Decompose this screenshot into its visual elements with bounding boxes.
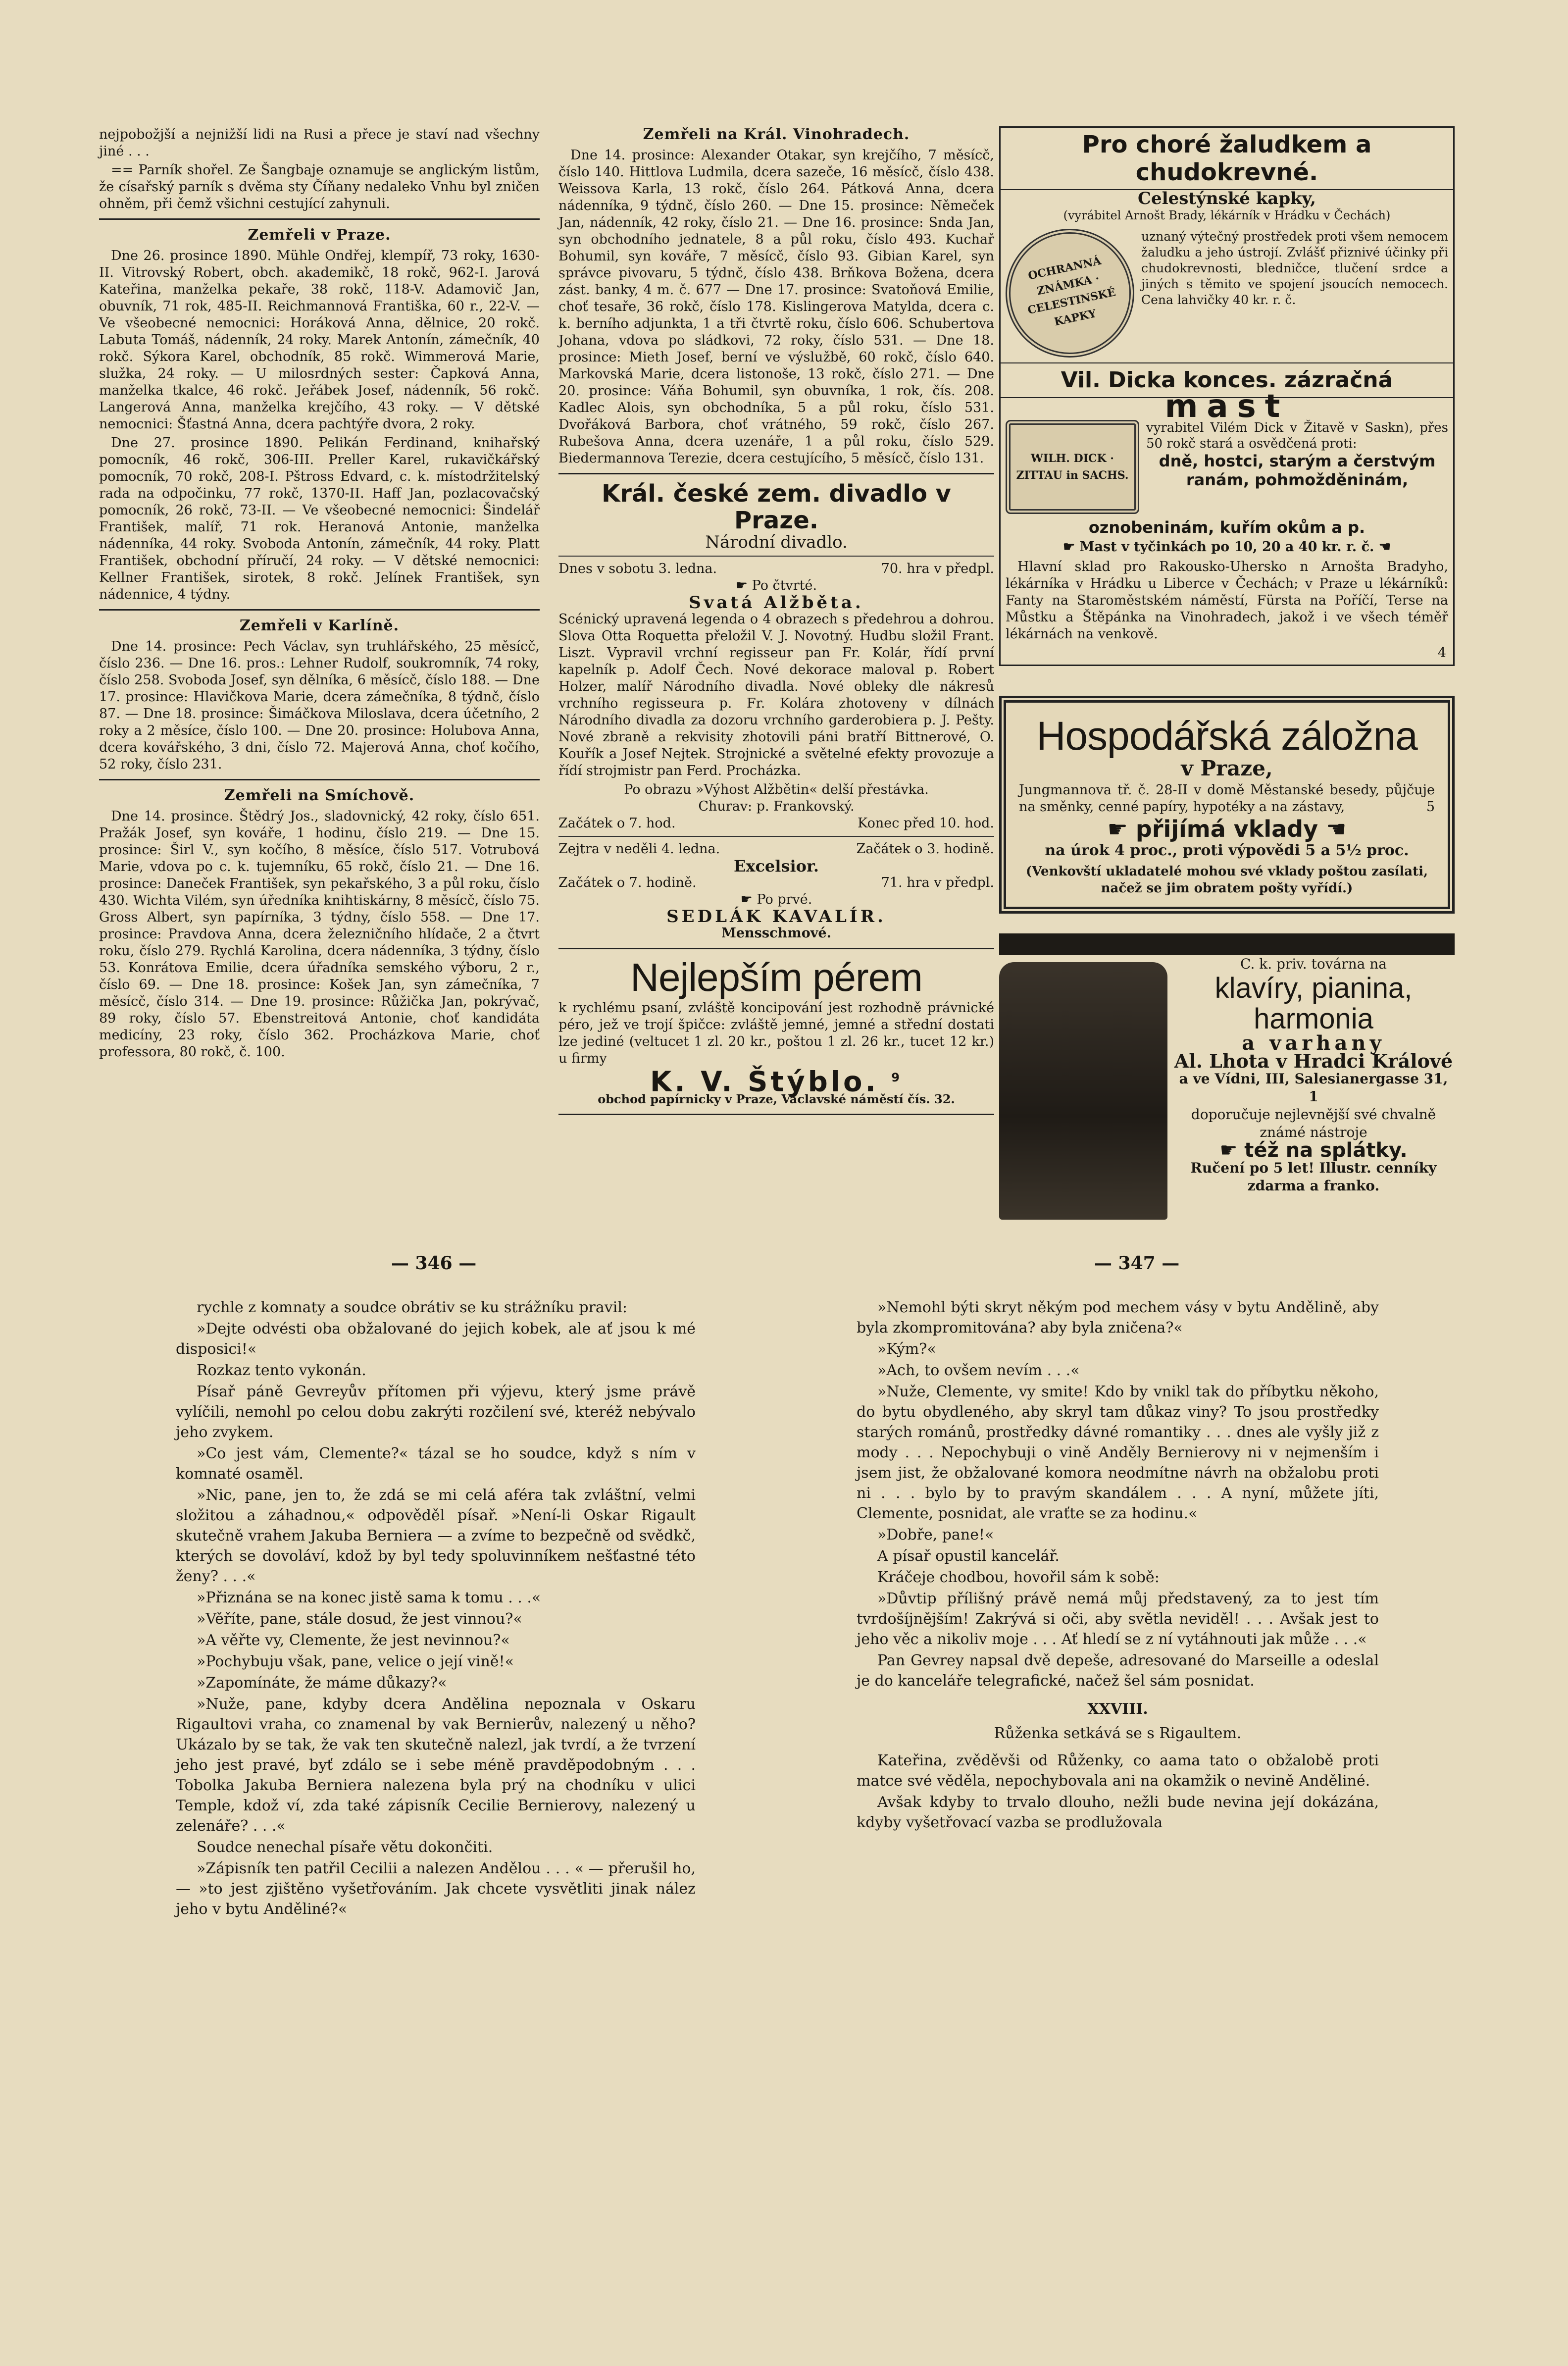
heading-smichov: Zemřeli na Smíchově.: [224, 787, 415, 804]
chapter-title: Růženka setkává se s Rigaultem.: [994, 1725, 1242, 1742]
play2-author: Mensschmové.: [721, 926, 831, 941]
ad-piano-text: [1172, 955, 1455, 1220]
column-2: [558, 126, 994, 1121]
zalozna-deposits-text: přijímá vklady: [1135, 816, 1318, 842]
novel-paragraph: »Ach, to ovšem nevím . . .«: [877, 1362, 1080, 1379]
ad-pen-title: Nejlepším pérem: [630, 955, 922, 999]
novel-paragraph: »Důvtip přílišný právě nemá můj představený, za to jest tím tvrdošíjnějším! Zakrývá si oči, aby světla neviděl! . . . Avšak jest to jeho věc a nikoliv moje . . . Ať hledí se z ní vytáhnouti jak může . . .«: [857, 1590, 1379, 1648]
ad1-maker: (vyrábitel Arnošt Brady, lékárník v Hrádku v Čechách): [1063, 208, 1391, 222]
piano-owner: Al. Lhota v Hradci Králové: [1174, 1050, 1453, 1072]
zalozna-deposits: ☛ přijímá vklady ☚: [1107, 816, 1347, 842]
novel-paragraph: Avšak kdyby to trvalo dlouho, nežli bude nevina její dokázána, kdyby vyšetřovací vazba se prodlužovala: [857, 1794, 1379, 1831]
zalozna-note: (Venkovští ukladatelé mohou své vklady poštou zasílati, načež se jim obratem pošty vyřídí.): [1025, 864, 1428, 896]
novel-paragraph: »Zápisník ten patřil Cecilii a nalezen Andělou . . . « — přerušil ho, — »to jest zjištěno vyšetřováním. Jak chcete vysvětliti jinak nález jeho v bytu Anděliné?«: [176, 1860, 696, 1918]
piano-footer: Ručení po 5 let! Illustr. cenníky zdarma a franko.: [1190, 1160, 1437, 1194]
novel-paragraph: Kráčeje chodbou, hovořil sám k sobě:: [877, 1569, 1160, 1586]
ad2-price: ☛ Mast v tyčinkách po 10, 20 a 40 kr. r. č. ☚: [1062, 539, 1391, 555]
novel-paragraph: »Přiznána se na konec jistě sama k tomu . . .«: [197, 1589, 541, 1606]
piano-firm: C. k. priv. továrna na: [1240, 956, 1387, 972]
play1-intermission: Po obrazu »Výhost Alžbětin« delší přestávka.: [624, 782, 929, 797]
ad2-heading: Vil. Dicka konces. zázračná: [1001, 362, 1453, 398]
novel-paragraph: »Co jest vám, Clemente?« tázal se ho soudce, když s ním v komnaté osaměl.: [176, 1445, 696, 1483]
novel-paragraph: rychle z komnaty a soudce obrátiv se ku strážníku pravil:: [197, 1299, 628, 1316]
harmonium-image-icon: [999, 962, 1167, 1220]
zalozna-interest: na úrok 4 proc., proti výpovědi 5 a 5½ proc.: [1045, 842, 1409, 859]
ad2-warehouse: Hlavní sklad pro Rakousko-Uhersko n Arnošta Bradyho, lékárníka v Hrádku u Liberce v Čechách; v Praze u lékárníků: Fanty na Staroměstském náměstí, Fürsta na Poříčí, Terse na Můstku a Štěpánka na Vinohradech, jakož i ve všech téměř lékárnách na venkově.: [1006, 559, 1448, 642]
ad2-uses: dně, hostci, starým a čerstvým ranám, pohmožděninám,: [1159, 452, 1436, 489]
ad2-number: 4: [1437, 645, 1446, 661]
ad-pen-brand-text: K. V. Štýblo.: [650, 1066, 879, 1098]
novel-paragraph: »Dejte odvésti oba obžalované do jejich kobek, ale ať jsou k mé disposici!«: [176, 1320, 696, 1358]
heading-karlin: Zemřeli v Karlíně.: [239, 617, 400, 634]
seal1-text: OCHRANNÁ ZNÁMKA · CELESTINSKÉ KAPKY: [1026, 254, 1117, 329]
seal2-text: WILH. DICK · ZITTAU in SACHS.: [1016, 452, 1129, 482]
play-excelsior: Excelsior.: [733, 857, 819, 875]
ad-celestine-drops: [999, 126, 1455, 666]
novel-paragraph: »Nuže, pane, kdyby dcera Andělina nepoznala v Oskaru Rigaultovi vraha, co znamenal by vak Bernierův, nalezený u něho? Ukázalo by se tak, že vak ten skutečně nalezl, jak tvrdí, a že tvrzení jeho jest pravé, byť zdálo se i sebe méně pravděpodobným . . . Tobolka Jakuba Berniera nalezena byla prý na chodníku v ulici Temple, kdož ví, zda také zápisník Cecilie Bernierovy, nalezený u zelenáře? . . .«: [176, 1696, 696, 1835]
play-svata-alzbeta: Svatá Alžběta.: [689, 593, 864, 613]
dick-trademark-icon: [1006, 420, 1139, 514]
heading-praha: Zemřeli v Praze.: [248, 226, 391, 244]
ad-pen-footer: obchod papírnicky v Praze, Václavské náměstí čís. 32.: [598, 1091, 955, 1106]
sunday-note-text: Po prvé.: [757, 892, 812, 907]
play1-times: [558, 815, 994, 832]
ad2-brand: mast: [1164, 388, 1289, 425]
column-1: [99, 126, 540, 1063]
column-3: [999, 126, 1455, 1220]
ad-pen-text: k rychlému psaní, zvláště koncipování jest rozhodně právnické péro, jež ve trojí špičce: zvláště jemné, jemné a střední dostati lze jediné (veltucet 1 zl. 20 kr., poštou 1 zl. 26 kr., tucet 12 kr.) u firmy: [558, 1000, 994, 1066]
ad1-body: [1001, 224, 1453, 362]
intro-text: nejpobožjší a nejnižší lidi na Rusi a přece je staví nad všechny jiné . . .: [99, 127, 540, 159]
novel-paragraph: Rozkaz tento vykonán.: [197, 1362, 366, 1379]
novel-paragraph: »Dobře, pane!«: [877, 1526, 994, 1543]
page-number-left: — 346 —: [391, 1253, 477, 1274]
novel-right-page: [857, 1297, 1379, 1834]
ad2-text: vyrabitel Vilém Dick v Žitavě v Saskn), přes 50 rokč stará a osvědčená proti:: [1146, 420, 1448, 451]
ad-piano-body: [999, 955, 1455, 1220]
novel-paragraph: »Věříte, pane, stále dosud, že jest vinnou?«: [197, 1610, 522, 1628]
deaths-praha-26: Dne 26. prosince 1890. Mühle Ondřej, klempíř, 73 roky, 1630-II. Vitrovský Robert, obch. akademikč, 18 rokč, 962-I. Jarová Kateřina, manželka pekaře, 38 rokč, 118-V. Adamovič Jan, obuvník, 71 rok, 485-II. Reichmannová Františka, 60 r., 22-V. — Ve všeobecné nemocnici: Horáková Anna, dělnice, 20 rokč. Labuta Tomáš, nádenník, 24 roky. Marek Antonín, zámečník, 40 rokč. Sýkora Karel, obchodník, 85 rokč. Wimmerová Marie, služka, 24 roky. — U milosrdných sester: Čapková Anna, manželka tkalce, 46 rokč. Jeřábek Josef, nádenník, 56 rokč. Langerová Anna, manželka krejčího, 43 roky. — V dětské nemocnici: Šťastná Anna, dcera pachtýře dvora, 2 roky.: [99, 248, 540, 432]
piano-heading: klavíry, pianina, harmonia: [1214, 972, 1413, 1035]
chapter-number: XXVIII.: [1087, 1700, 1148, 1718]
deaths-vinohrady: Dne 14. prosince: Alexander Otakar, syn krejčího, 7 měsícč, číslo 140. Hittlova Ludmila, dcera sazeče, 16 měsícč, číslo 438. Weissova Karla, 13 rokč, číslo 264. Pátková Anna, dcera nádenníka, 9 týdnč, číslo 260. — Dne 15. prosince: Němeček Jan, nádenník, 42 roky, číslo 21. — Dne 16. prosince: Snda Jan, syn obchodního jednatele, 8 a půl roku, číslo 493. Kuchař Bohumil, syn kováře, 7 měsícč, číslo 93. Gibian Karel, syn správce pivovaru, 5 týdnč, číslo 438. Brňkova Božena, dcera zást. banky, 4 m. č. 677 — Dne 17. prosince: Svatoňová Emilie, choť tesaře, 36 rokč, číslo 178. Kislingerova Matylda, dcera c. k. berního adjunkta, 1 a tři čtvrtě roku, číslo 606. Schubertova Johana, vdova po sládkovi, 72 roky, číslo 531. — Dne 18. prosince: Mieth Josef, berní ve výslužbě, 60 rokč, číslo 640. Markovská Marie, dcera listonoše, 13 rokč, číslo 271. — Dne 20. prosince: Váňa Bohumil, syn obuvníka, 1 rok, čís. 208. Kadlec Alois, syn obchodníka, 5 a půl roku, číslo 531. Dvořáková Barbora, choť vrátného, 59 rokč, číslo 267. Rubešova Anna, dcera uzenáře, 1 a půl roku, číslo 529. Biedermannova Terezie, dcera cestujícího, 5 měsícč, číslo 131.: [558, 148, 994, 466]
zalozna-number: 5: [1426, 799, 1435, 815]
sunday-start: Začátek o 3. hodině.: [856, 841, 994, 857]
ad2-text-wrap: [1146, 420, 1448, 514]
play1-cast: Churav: p. Frankovský.: [698, 799, 855, 814]
sunday-evening-row: [558, 874, 994, 891]
trademark-seal-icon: [994, 217, 1146, 369]
novel-paragraph: »A věřte vy, Clemente, že jest nevinnou?«: [197, 1632, 510, 1649]
novel-paragraph: Pan Gevrey napsal dvě depeše, adresované do Marseille a odeslal je do kanceláře telegrafické, načež šel sám posnidat.: [857, 1652, 1379, 1690]
piano-text: doporučuje nejlevnější své chvalně známé nástroje: [1191, 1106, 1436, 1140]
sunday-subscription: 71. hra v předpl.: [881, 875, 994, 890]
piano-number: 1: [1309, 1088, 1318, 1105]
deaths-praha-27: Dne 27. prosince 1890. Pelikán Ferdinand, knihařský pomocník, 46 rokč, 306-III. Preller Karel, rukavičkářský pomocník, 70 rokč, 208-I. Pštross Edvard, c. k. místodržitelský rada na odpočinku, 77 rokč, 1370-II. Haff Jan, pozlacovačský pomocník, 26 rokč, 73-II. — Ve všeobecné nemocnici: Šindelář František, malíř, 71 rok. Heranová Antonie, manželka nádenníka, 44 roky. Svoboda Antonín, zámečník, 44 roky. Platt František, obchodní příručí, 24 roky. — V dětské nemocnici: Kellner František, sirotek, 8 rokč. Jelínek František, syn nádennice, 4 týdny.: [99, 435, 540, 602]
ad1-heading: Pro choré žaludkem a chudokrevné.: [1001, 128, 1453, 190]
novel-paragraph: Kateřina, zvěděvši od Růženky, co aama tato o obžalobě proti matce své věděla, nepochybovala ani na okamžik o nevině Anděliné.: [857, 1752, 1379, 1790]
play1-start: Začátek o 7. hod.: [558, 816, 676, 831]
saturday-subscription: 70. hra v předpl.: [881, 561, 994, 576]
ad2-uses-2: oznobeninám, kuřím okům a p.: [1088, 518, 1366, 537]
novel-paragraph: Písař páně Gevreyův přítomen při výjevu, který jsme právě vylíčili, nemohl po celou dobu zakrýti rozčilení své, kteréž nebývalo jeho zvykem.: [176, 1383, 696, 1441]
theater-title: Král. české zem. divadlo v Praze.: [602, 480, 951, 534]
ad-piano: [999, 933, 1455, 1220]
sunday-note: ☛ Po prvé.: [740, 892, 812, 907]
page-number-right: — 347 —: [1094, 1253, 1180, 1274]
ad1-text: uznaný výtečný prostředek proti všem nemocem žaludku a jeho ústrojí. Zvlášť přiznivé účinky při chudokrevnosti, bledničce, tlučení srdce a jiných s těmito ve spojení jsoucích nemocech. Cena lahvičky 40 kr. r. č.: [1141, 229, 1448, 307]
piano-subheading: a varhany: [1242, 1031, 1385, 1055]
novel-paragraph: »Nuže, Clemente, vy smite! Kdo by vnikl tak do příbytku někoho, do bytu obydleného, aby skryl tam důkaz viny? To jsou prostředky starých románů, prostředky dávné romantiky . . . dnes ale vyšly již z mody . . . Nepochybuji o vině Anděly Bernierovy ni v nejmenším i jsem jist, že obžalované komora neodmítne návrh na obžalobu proti ni . . . bylo by to pravým skandálem . . . A nyní, můžete jíti, Clemente, posnidat, ale vraťte se za hodinu.«: [857, 1383, 1379, 1522]
heading-vinohrady: Zemřeli na Král. Vinohradech.: [643, 126, 910, 143]
novel-paragraph: Soudce nenechal písaře větu dokončiti.: [197, 1839, 493, 1856]
piano-vienna-wrap: [1172, 1070, 1455, 1106]
novel-left-page: [176, 1297, 696, 1920]
sunday-row: [558, 841, 994, 858]
ad-piano-bar: [999, 933, 1455, 955]
sunday-date: Zejtra v neděli 4. ledna.: [558, 841, 720, 857]
novel-paragraph: »Zapomínáte, že máme důkazy?«: [197, 1674, 447, 1692]
ad1-product: Celestýnské kapky,: [1138, 189, 1316, 208]
novel-paragraph: »Pochybuju však, pane, velice o její vině!«: [197, 1653, 514, 1670]
theater-subtitle: Národní divadlo.: [705, 532, 848, 552]
novel-paragraph: »Nemohl býti skryt někým pod mechem vásy v bytu Andělině, aby byla zkompromitována? aby byla zničena?«: [857, 1299, 1379, 1337]
play1-description: Scénický upravená legenda o 4 obrazech s předehrou a dohrou. Slova Otta Roquetta přeložil V. J. Novotný. Hudbu složil Frant. Liszt. Vypravil vrchní regisseur pan Fr. Kolár, řídí první kapelník p. Adolf Čech. Nové dekorace maloval p. Robert Holzer, malíř Národního divadla. Nové obleky dle nákresů vrchního regisseura p. Fr. Kolára zhotoveny v dílnách Národního divadla za dozoru vrchního garderobiera p. J. Pešty. Nové zbraně a rekvisity zhotovili páni bratří Bittnerové, O. Kouřík a Josef Nejtek. Strojnické a světelné efekty provozuje a řídí strojmistr pan Ferd. Procházka.: [558, 612, 994, 778]
novel-paragraph: »Kým?«: [877, 1340, 936, 1358]
news-parnik: == Parník shořel. Ze Šangbaje oznamuje se anglickým listům, že císařský parník s dvěma sty Číňany nedaleko Vnhu byl zničen ohněm, při čemž všichni cestující zahynuli.: [99, 162, 540, 211]
zalozna-text: Jungmannova tř. č. 28-II v domě Městanské besedy, půjčuje na směnky, cenné papíry, hypotéky a na zástavy,: [1019, 782, 1435, 815]
piano-vienna: a ve Vídni, III, Salesianergasse 31,: [1179, 1071, 1448, 1087]
play-sedlak-kavalir: SEDLÁK KAVALÍR.: [666, 907, 886, 926]
saturday-note: ☛ Po čtvrté.: [735, 578, 817, 593]
novel-paragraph: A písař opustil kancelář.: [877, 1547, 1060, 1565]
play1-end: Konec před 10. hod.: [858, 816, 994, 831]
ad2-price-text: Mast v tyčinkách po 10, 20 a 40 kr. r. č.: [1079, 539, 1374, 555]
deaths-karlin: Dne 14. prosince: Pech Václav, syn truhlářského, 25 měsícč, číslo 236. — Dne 16. pros.: Lehner Rudolf, soukromník, 74 roky, číslo 258. Svoboda Josef, syn dělníka, 6 měsícč, číslo 188. — Dne 17. prosince: Hlavičkova Marie, dcera zámečníka, 8 týdnč, číslo 87. — Dne 18. prosince: Šimáčkova Miloslava, dcera účetního, 2 roky a 2 měsíce, číslo 100. — Dne 20. prosince: Holubova Anna, dcera kovářského, 3 dni, číslo 72. Majerová Anna, choť kočího, 52 roky, číslo 231.: [99, 639, 540, 772]
zalozna-text-wrap: [1019, 782, 1435, 816]
zalozna-city: v Praze,: [1181, 756, 1273, 780]
piano-installments: ☛ též na splátky.: [1219, 1139, 1408, 1162]
saturday-date: Dnes v sobotu 3. ledna.: [558, 561, 717, 576]
saturday-row: [558, 561, 994, 577]
ad-pen-number: 9: [891, 1071, 903, 1084]
deaths-smichov: Dne 14. prosince. Štědrý Jos., sladovnický, 42 roky, číslo 651. Pražák Josef, syn kováře, 1 hodinu, číslo 219. — Dne 15. prosince: Širl V., syn kočího, 8 měsíce, číslo 517. Votrubová Marie, vdova po c. k. tujemníku, 65 rokč, číslo 21. — Dne 16. prosince: Daneček František, syn pekařského, 3 a půl roku, číslo 430. Wichta Vilém, syn úředníka knihtiskárny, 8 měsícč, číslo 75. Gross Albert, syn papírníka, 3 týdny, číslo 558. — Dne 17. prosince: Pravdova Anna, dcera železničního hlídače, 2 a čtvrt roku, číslo 279. Rychlá Karolina, dcera nádenníka, 3 týdny, číslo 53. Konrátova Emilie, dcera úřadníka semského výboru, 2 r., číslo 69. — Dne 18. prosince: Košek Jan, syn zámečníka, 7 měsícč, číslo 314. — Dne 19. prosince: Růžička Jan, pokrývač, 89 roky, číslo 57. Ebenstreitová Antonie, choť kandidáta medicíny, 23 roky, číslo 362. Procházkova Marie, choť professora, 80 rokč, č. 100.: [99, 809, 540, 1060]
ad-zalozna-box: [999, 696, 1455, 914]
sunday-evening-start: Začátek o 7. hodině.: [558, 875, 697, 890]
piano-installments-text: též na splátky.: [1244, 1139, 1408, 1162]
ad2-body: [1001, 415, 1453, 519]
novel-paragraph: »Nic, pane, jen to, že zdá se mi celá aféra tak zvláštní, velmi složitou a záhadnou,« odpověděl písař. »Není-li Oskar Rigault skutečně vrahem Jakuba Berniera — a zvíme to bezpečně od svědkč, kterých se dovoláví, kdož by byl tedy spoluvinníkem nešťastné této ženy? . . .«: [176, 1487, 696, 1585]
ad-pen-brand: [558, 1066, 994, 1098]
saturday-note-text: Po čtvrté.: [752, 578, 817, 593]
zalozna-title: Hospodářská záložna: [1036, 714, 1417, 759]
